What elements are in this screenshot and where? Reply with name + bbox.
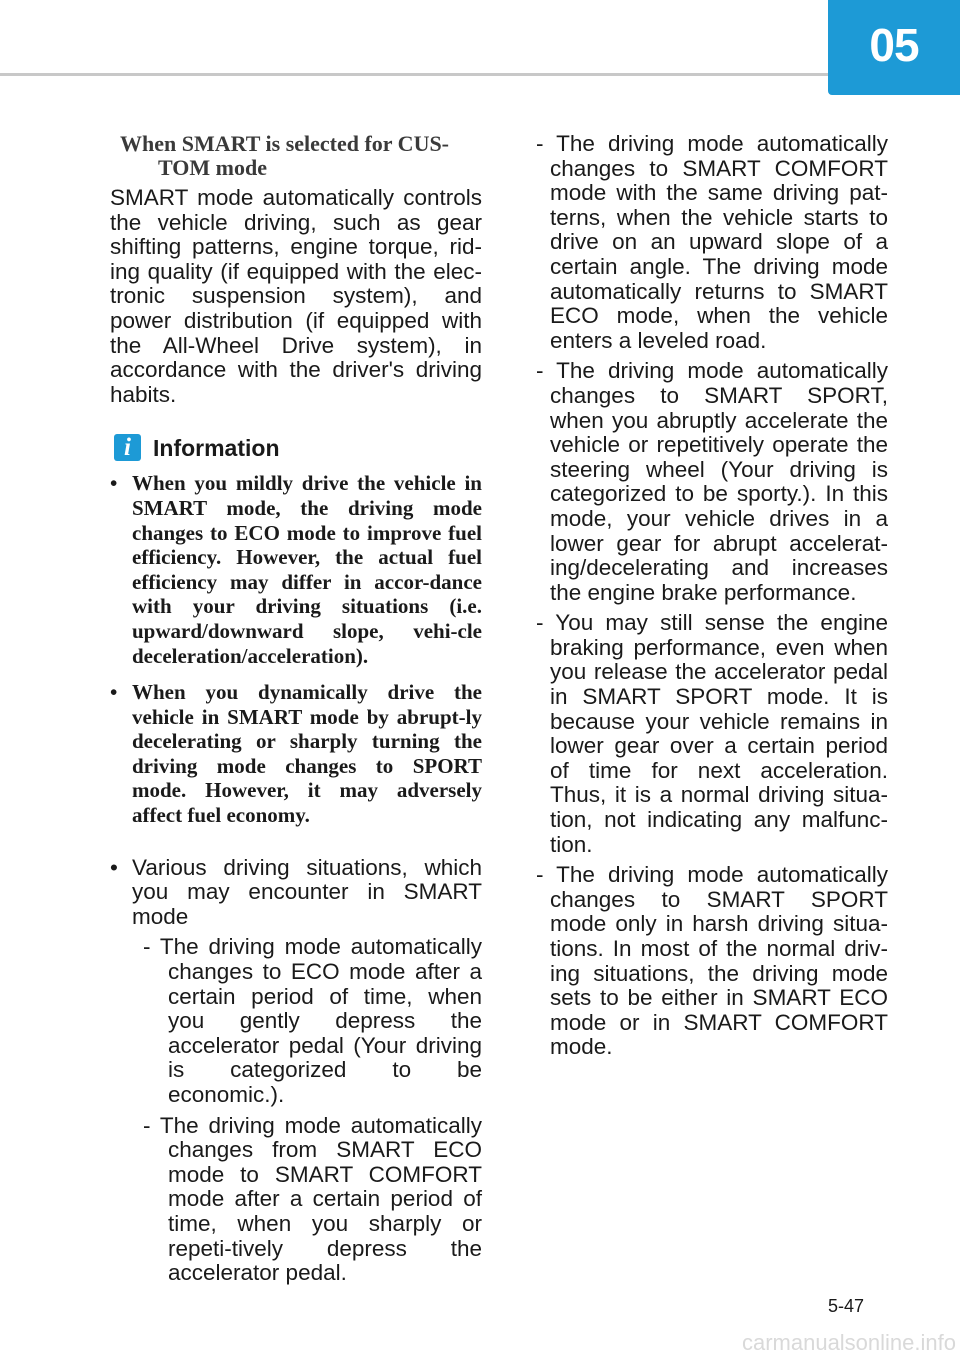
- intro-paragraph: SMART mode automatically controls the vehicle driving, such as gear shifting patterns, engine torque, rid-ing quality (if equipped with the elec-tronic suspension system), and power distribution (if equipped with the All-Wheel Drive system), in accordance with the driver's driving habits.: [110, 185, 482, 407]
- situations-list: [110, 856, 482, 1286]
- bullet-icon: •: [110, 680, 118, 705]
- list-item: - The driving mode automatically changes from SMART ECO mode to SMART COMFORT mode after a certain period of time, when you sharply or repeti-tively depress the accelerator pedal.: [143, 1112, 482, 1286]
- page-number: 5-47: [828, 1296, 865, 1316]
- list-item: - The driving mode automatically changes to SMART SPORT, when you abruptly accelerate the vehicle or repetitively operate the steering wheel (Your driving is categorized to be sporty.). In this mode, your vehicle drives in a lower gear for abrupt accelerat-ing/decelerating and increases the engine brake performance.: [536, 358, 888, 605]
- header-rule: [0, 73, 828, 76]
- information-title: Information: [153, 434, 280, 461]
- list-item: - The driving mode automatically changes to SMART COMFORT mode with the same driving pat-terns, when the vehicle starts to drive on an upward slope of a certain angle. The driving mode automatically returns to SMART ECO mode, when the vehicle enters a leveled road.: [536, 131, 888, 353]
- list-item: - The driving mode automatically changes to ECO mode after a certain period of time, when you gently depress the accelerator pedal (Your driving is categorized to be economic.).: [143, 934, 482, 1107]
- information-header: [110, 434, 482, 461]
- information-item: • When you mildly drive the vehicle in SMART mode, the driving mode changes to ECO mode to improve fuel efficiency. However, the actual fuel efficiency may differ in accor-dance with your driving situations (i.e. upward/downward slope, vehi-cle deceleration/acceleration).: [110, 471, 482, 668]
- chapter-tab: [828, 0, 960, 95]
- right-column: [536, 132, 888, 1066]
- chapter-number: 05: [869, 18, 919, 71]
- information-list: [110, 471, 482, 827]
- list-item: - The driving mode automatically changes to SMART SPORT mode only in harsh driving situa-tions. In most of the normal driv-ing situations, the driving mode sets to be either in SMART ECO mode or in SMART COMFORT mode.: [536, 862, 888, 1060]
- bullet-icon: •: [110, 854, 118, 880]
- situations-item: [110, 856, 482, 1286]
- list-item: - You may still sense the engine braking performance, even when you release the accelerator pedal in SMART SPORT mode. It is because your vehicle remains in lower gear over a certain period of time for next acceleration. Thus, it is a normal driving situa-tion, not indicating any malfunc-tion.: [536, 610, 888, 857]
- information-item: • When you dynamically drive the vehicle in SMART mode by abrupt-ly decelerating or sharply turning the driving mode changes to SPORT mode. However, it may adversely affect fuel economy.: [110, 680, 482, 828]
- information-icon: i: [114, 434, 141, 461]
- bullet-icon: •: [110, 471, 118, 496]
- section-heading: When SMART is selected for CUS-TOM mode: [120, 131, 450, 180]
- left-column: [110, 132, 482, 1292]
- situations-sublist: [132, 935, 482, 1285]
- situations-lead: Various driving situations, which you may encounter in SMART mode: [132, 854, 482, 929]
- mode-changes-list: [536, 132, 888, 1060]
- watermark: carmanualsonline.info: [741, 1330, 956, 1355]
